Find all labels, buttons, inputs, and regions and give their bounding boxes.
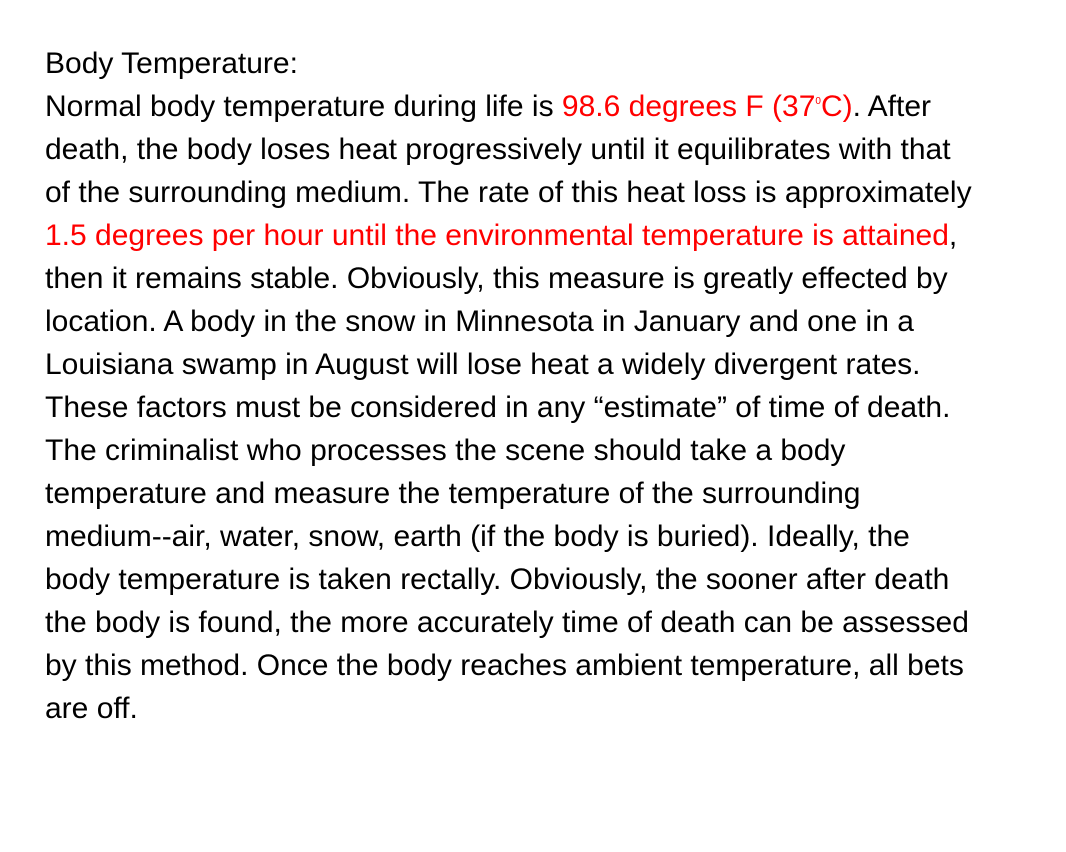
paragraph-criminalist: The criminalist who processes the scene should take a body temperature and measure the temperature of the surrounding medium--air, water, snow, earth (if the body is buried). Ideally, the body temperature is taken rectally. Obviously, the sooner after death the body is found, the more accurately time of death can be assessed by this method. Once the body reaches ambient temperature, all bets are off. — [45, 434, 969, 725]
body-text — [45, 42, 975, 730]
paragraph-body-temperature — [45, 85, 975, 429]
highlight-heat-loss-rate: 1.5 degrees per hour until the environmental temperature is attained — [45, 219, 949, 252]
text-segment: Normal body temperature during life is — [45, 90, 562, 123]
heading: Body Temperature: — [45, 47, 298, 80]
text-segment: , then it remains stable. Obviously, this measure is greatly effected by location. A body in the snow in Minnesota in January and one in a Louisiana swamp in August will lose heat a widely divergent rates. These factors must be considered in any “estimate” of time of death. — [45, 219, 958, 424]
text-segment: . After death, the body loses heat progressively until it equilibrates with that of the surrounding medium. The rate of this heat loss is approximately — [45, 90, 972, 209]
highlight-text: 98.6 degrees F (37 — [561, 90, 816, 123]
highlight-text-end: C) — [820, 90, 853, 123]
degree-superscript: 0 — [815, 96, 821, 107]
highlight-normal-temperature — [562, 90, 853, 123]
